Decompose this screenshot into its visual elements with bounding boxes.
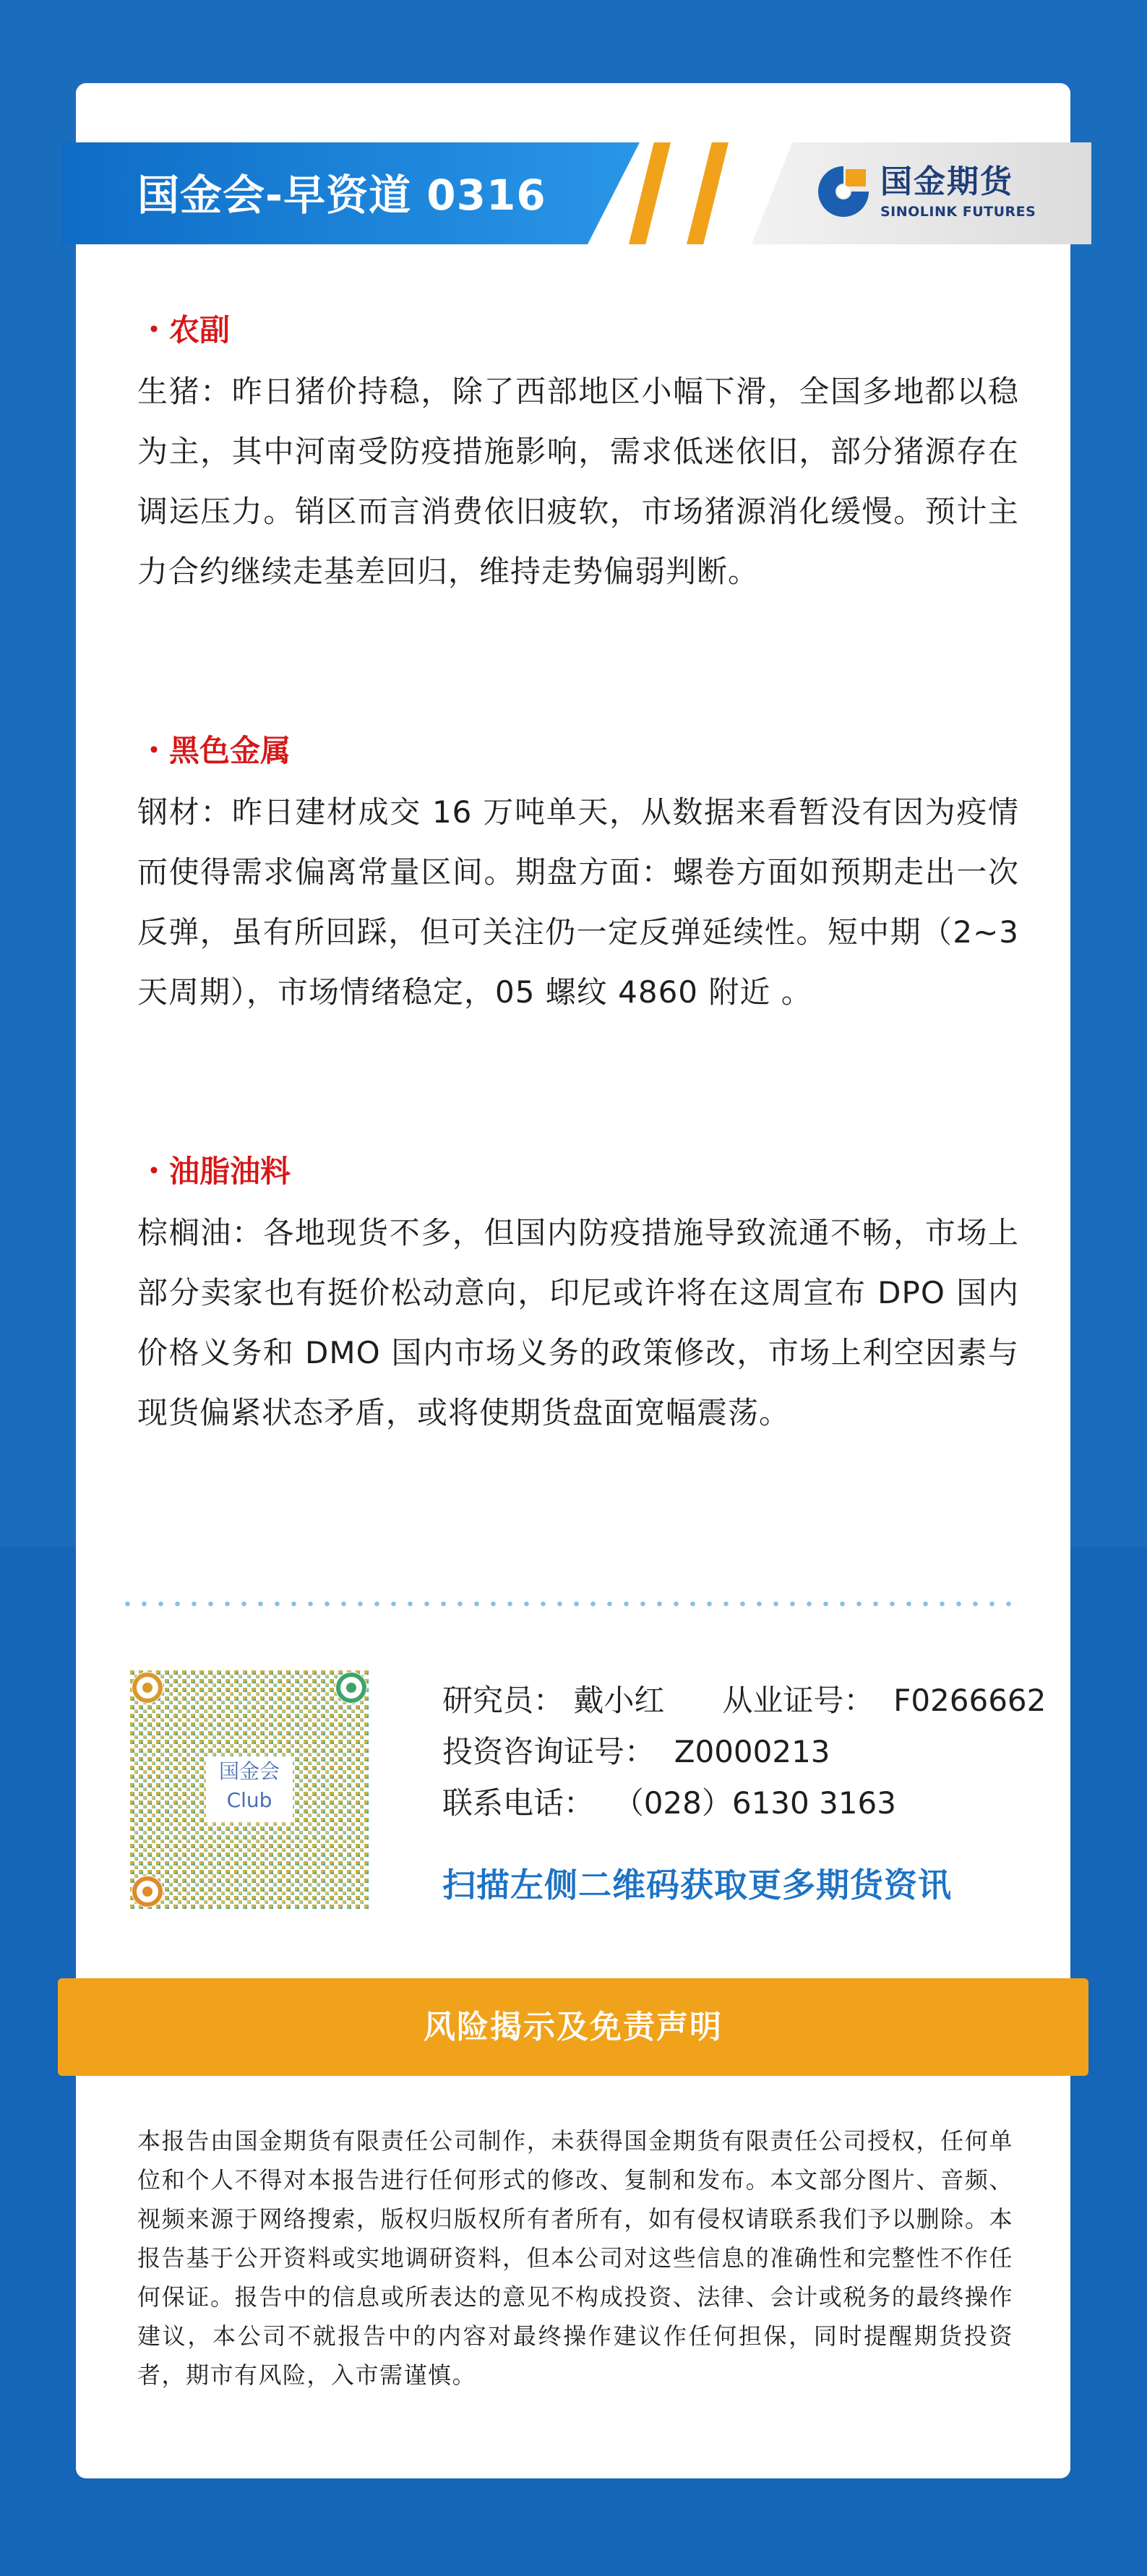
license-line: 投资咨询证号： Z0000213 (442, 1734, 830, 1769)
risk-banner (58, 1978, 1088, 2076)
scan-cta-text: 扫描左侧二维码获取更多期货资讯 (442, 1866, 952, 1905)
section-heading-oils: ・油脂油料 (139, 1154, 291, 1189)
section-body-agri: 生猪：昨日猪价持稳，除了西部地区小幅下滑，全国多地都以稳为主，其中河南受防疫措施影响，需求低迷依旧，部分猪源存在调运压力。销区而言消费依旧疲软，市场猪源消化缓慢。预计主力合约继续走基差回归，维持走势偏弱判断。 (137, 374, 1019, 589)
risk-title: 风险揭示及免责声明 (424, 2009, 723, 2045)
dotted-divider (119, 1600, 1015, 1607)
logo-text-en: SINOLINK FUTURES (880, 204, 1036, 220)
section-body-oils: 棕榈油：各地现货不多，但国内防疫措施导致流通不畅，市场上部分卖家也有挺价松动意向，印尼或许将在这周宣布 DPO 国内价格义务和 DMO 国内市场义务的政策修改，市场上利空因素与现货偏紧状态矛盾，或将使期货盘面宽幅震荡。 (137, 1215, 1019, 1430)
disclaimer-text: 本报告由国金期货有限责任公司制作，未获得国金期货有限责任公司授权，任何单位和个人不得对本报告进行任何形式的修改、复制和发布。本文部分图片、音频、视频来源于网络搜索，版权归版权所有者所有，如有侵权请联系我们予以删除。本报告基于公开资料或实地调研资料，但本公司对这些信息的准确性和完整性不作任何保证。报告中的信息或所表达的意见不构成投资、法律、会计或税务的最终操作建议，本公司不就报告中的内容对最终操作建议作任何担保，同时提醒期货投资者，期市有风险，入市需谨慎。 (137, 2127, 1013, 2389)
researcher-line: 研究员： 戴小红 从业证号： F0266662 (442, 1683, 1047, 1718)
qr-finder-icon (132, 1672, 163, 1704)
qr-label-line2: Club (226, 1788, 272, 1812)
logo-text-cn: 国金期货 (880, 163, 1013, 200)
qr-finder-icon (335, 1672, 367, 1704)
qr-label-line1: 国金会 (218, 1759, 280, 1783)
sinolink-logo-icon (815, 163, 872, 220)
section-body-ferrous: 钢材：昨日建材成交 16 万吨单天，从数据来看暂没有因为疫情而使得需求偏离常量区间。期盘方面：螺卷方面如预期走出一次反弹，虽有所回踩，但可关注仍一定反弹延续性。短中期（2~3 天周期），市场情绪稳定，05 螺纹 4860 附近 。 (137, 794, 1019, 1010)
section-heading-agri: ・农副 (139, 312, 231, 348)
qr-center-label (206, 1757, 293, 1815)
phone-line: 联系电话： （028）6130 3163 (442, 1785, 896, 1821)
qr-finder-icon (132, 1876, 163, 1907)
page-title: 国金会-早资道 0316 (137, 171, 546, 220)
section-heading-ferrous: ・黑色金属 (139, 733, 291, 768)
